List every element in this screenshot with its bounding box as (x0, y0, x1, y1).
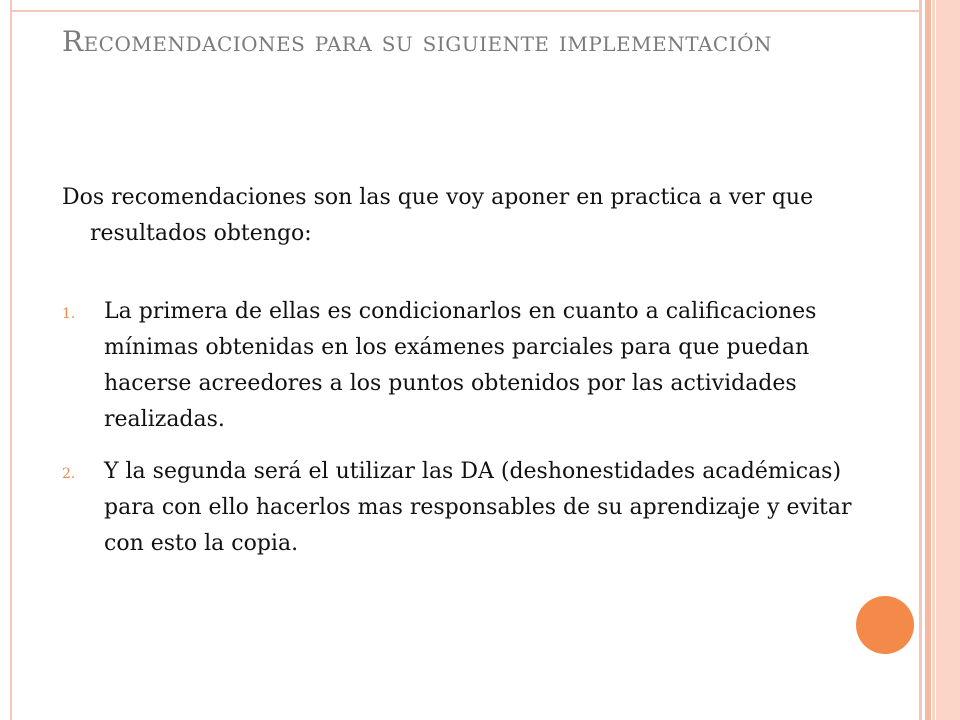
recommendations-list (62, 294, 862, 562)
decorative-stripe (925, 0, 931, 720)
list-item-number: 2. (62, 466, 76, 482)
frame-line-top (10, 10, 922, 12)
frame-line-right (919, 0, 922, 720)
slide-title: Recomendaciones para su siguiente implementación (62, 25, 773, 58)
intro-paragraph: Dos recomendaciones son las que voy aponer en practica a ver que resultados obtengo: (62, 185, 814, 246)
list-item (62, 454, 862, 562)
decorative-stripe (932, 0, 935, 720)
list-item (62, 294, 862, 438)
list-item-text: Y la segunda será el utilizar las DA (deshonestidades académicas) para con ello hacerlos mas responsables de su aprendizaje y evitar con esto la copia. (104, 459, 852, 556)
accent-circle (856, 596, 914, 654)
slide-content (62, 180, 862, 578)
decorative-stripe (936, 0, 960, 720)
list-item-number: 1. (62, 306, 76, 322)
list-item-text: La primera de ellas es condicionarlos en cuanto a calificaciones mínimas obtenidas en los exámenes parciales para que puedan hacerse acreedores a los puntos obtenidos por las actividades realizadas. (104, 299, 817, 432)
frame-line-left (10, 0, 12, 720)
